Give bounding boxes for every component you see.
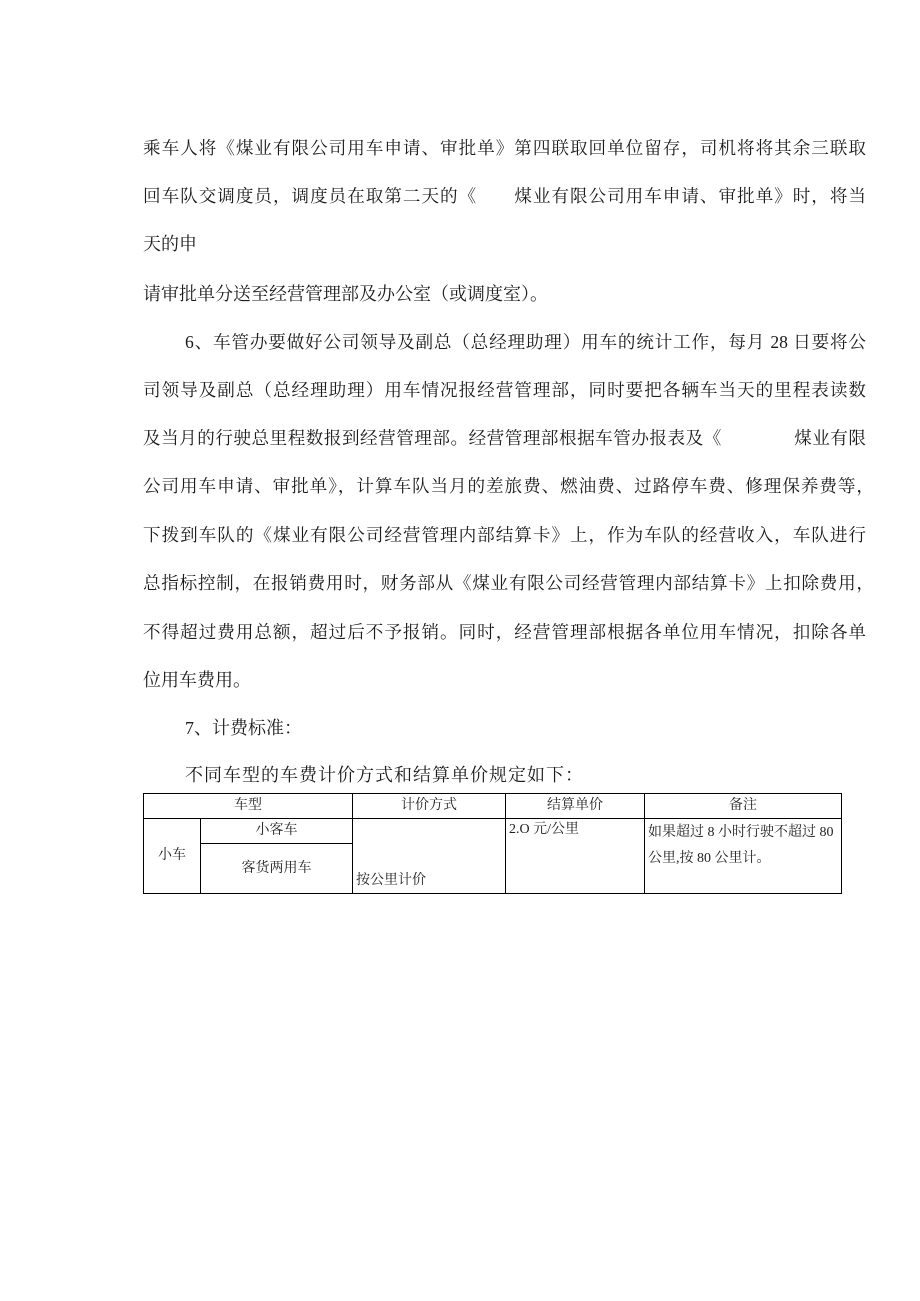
table-row <box>144 819 842 844</box>
vehicle-type-cell: 客货两用车 <box>201 844 353 894</box>
paragraph-line: 位用车费用。 <box>143 670 251 690</box>
paragraph-line: 总指标控制，在报销费用时，财务部从《煤业有限公司经营管理内部结算卡》上扣除费用， <box>143 573 874 593</box>
paragraph-line: 及当月的行驶总里程数报到经营管理部。经营管理部根据车管办报表及《 煤业有限 <box>143 428 866 448</box>
header-vehicle-type: 车型 <box>144 794 353 819</box>
unit-price-cell: 2.O 元/公里 <box>506 819 645 894</box>
remarks-cell <box>645 819 842 894</box>
vehicle-type-cell: 小客车 <box>201 819 353 844</box>
pricing-method-cell: 按公里计价 <box>353 819 506 894</box>
header-pricing-method: 计价方式 <box>353 794 506 819</box>
table-caption: 不同车型的车费计价方式和结算单价规定如下： <box>185 765 584 785</box>
paragraph-line: 不得超过费用总额，超过后不予报销。同时，经营管理部根据各单位用车情况，扣除各单 <box>143 622 866 642</box>
paragraph-line: 回车队交调度员，调度员在取第二天的《 煤业有限公司用车申请、审批单》时，将当 <box>143 186 866 206</box>
paragraph-line: 公司用车申请、审批单》，计算车队当月的差旅费、燃油费、过路停车费、修理保养费等， <box>143 476 874 496</box>
header-unit-price: 结算单价 <box>506 794 645 819</box>
vehicle-category-cell: 小车 <box>144 819 201 894</box>
paragraph-line: 下拨到车队的《煤业有限公司经营管理内部结算卡》上，作为车队的经营收入，车队进行 <box>143 525 866 545</box>
paragraph-line: 6、车管办要做好公司领导及副总（总经理助理）用车的统计工作，每月 28 日要将公 <box>185 332 866 352</box>
remarks-text: 如果超过 8 小时行驶不超过 80 公里,按 80 公里计。 <box>648 825 834 866</box>
header-remarks: 备注 <box>645 794 842 819</box>
paragraph-line: 司领导及副总（总经理助理）用车情况报经营管理部，同时要把各辆车当天的里程表读数 <box>143 380 866 400</box>
paragraph-line: 天的申 <box>143 234 197 254</box>
paragraph-line: 乘车人将《煤业有限公司用车申请、审批单》第四联取回单位留存，司机将将其余三联取 <box>143 138 866 158</box>
table-header-row <box>144 794 842 819</box>
section-heading: 7、计费标准： <box>185 718 302 738</box>
paragraph-line: 请审批单分送至经营管理部及办公室（或调度室）。 <box>143 284 548 304</box>
fee-standard-table <box>143 793 842 894</box>
